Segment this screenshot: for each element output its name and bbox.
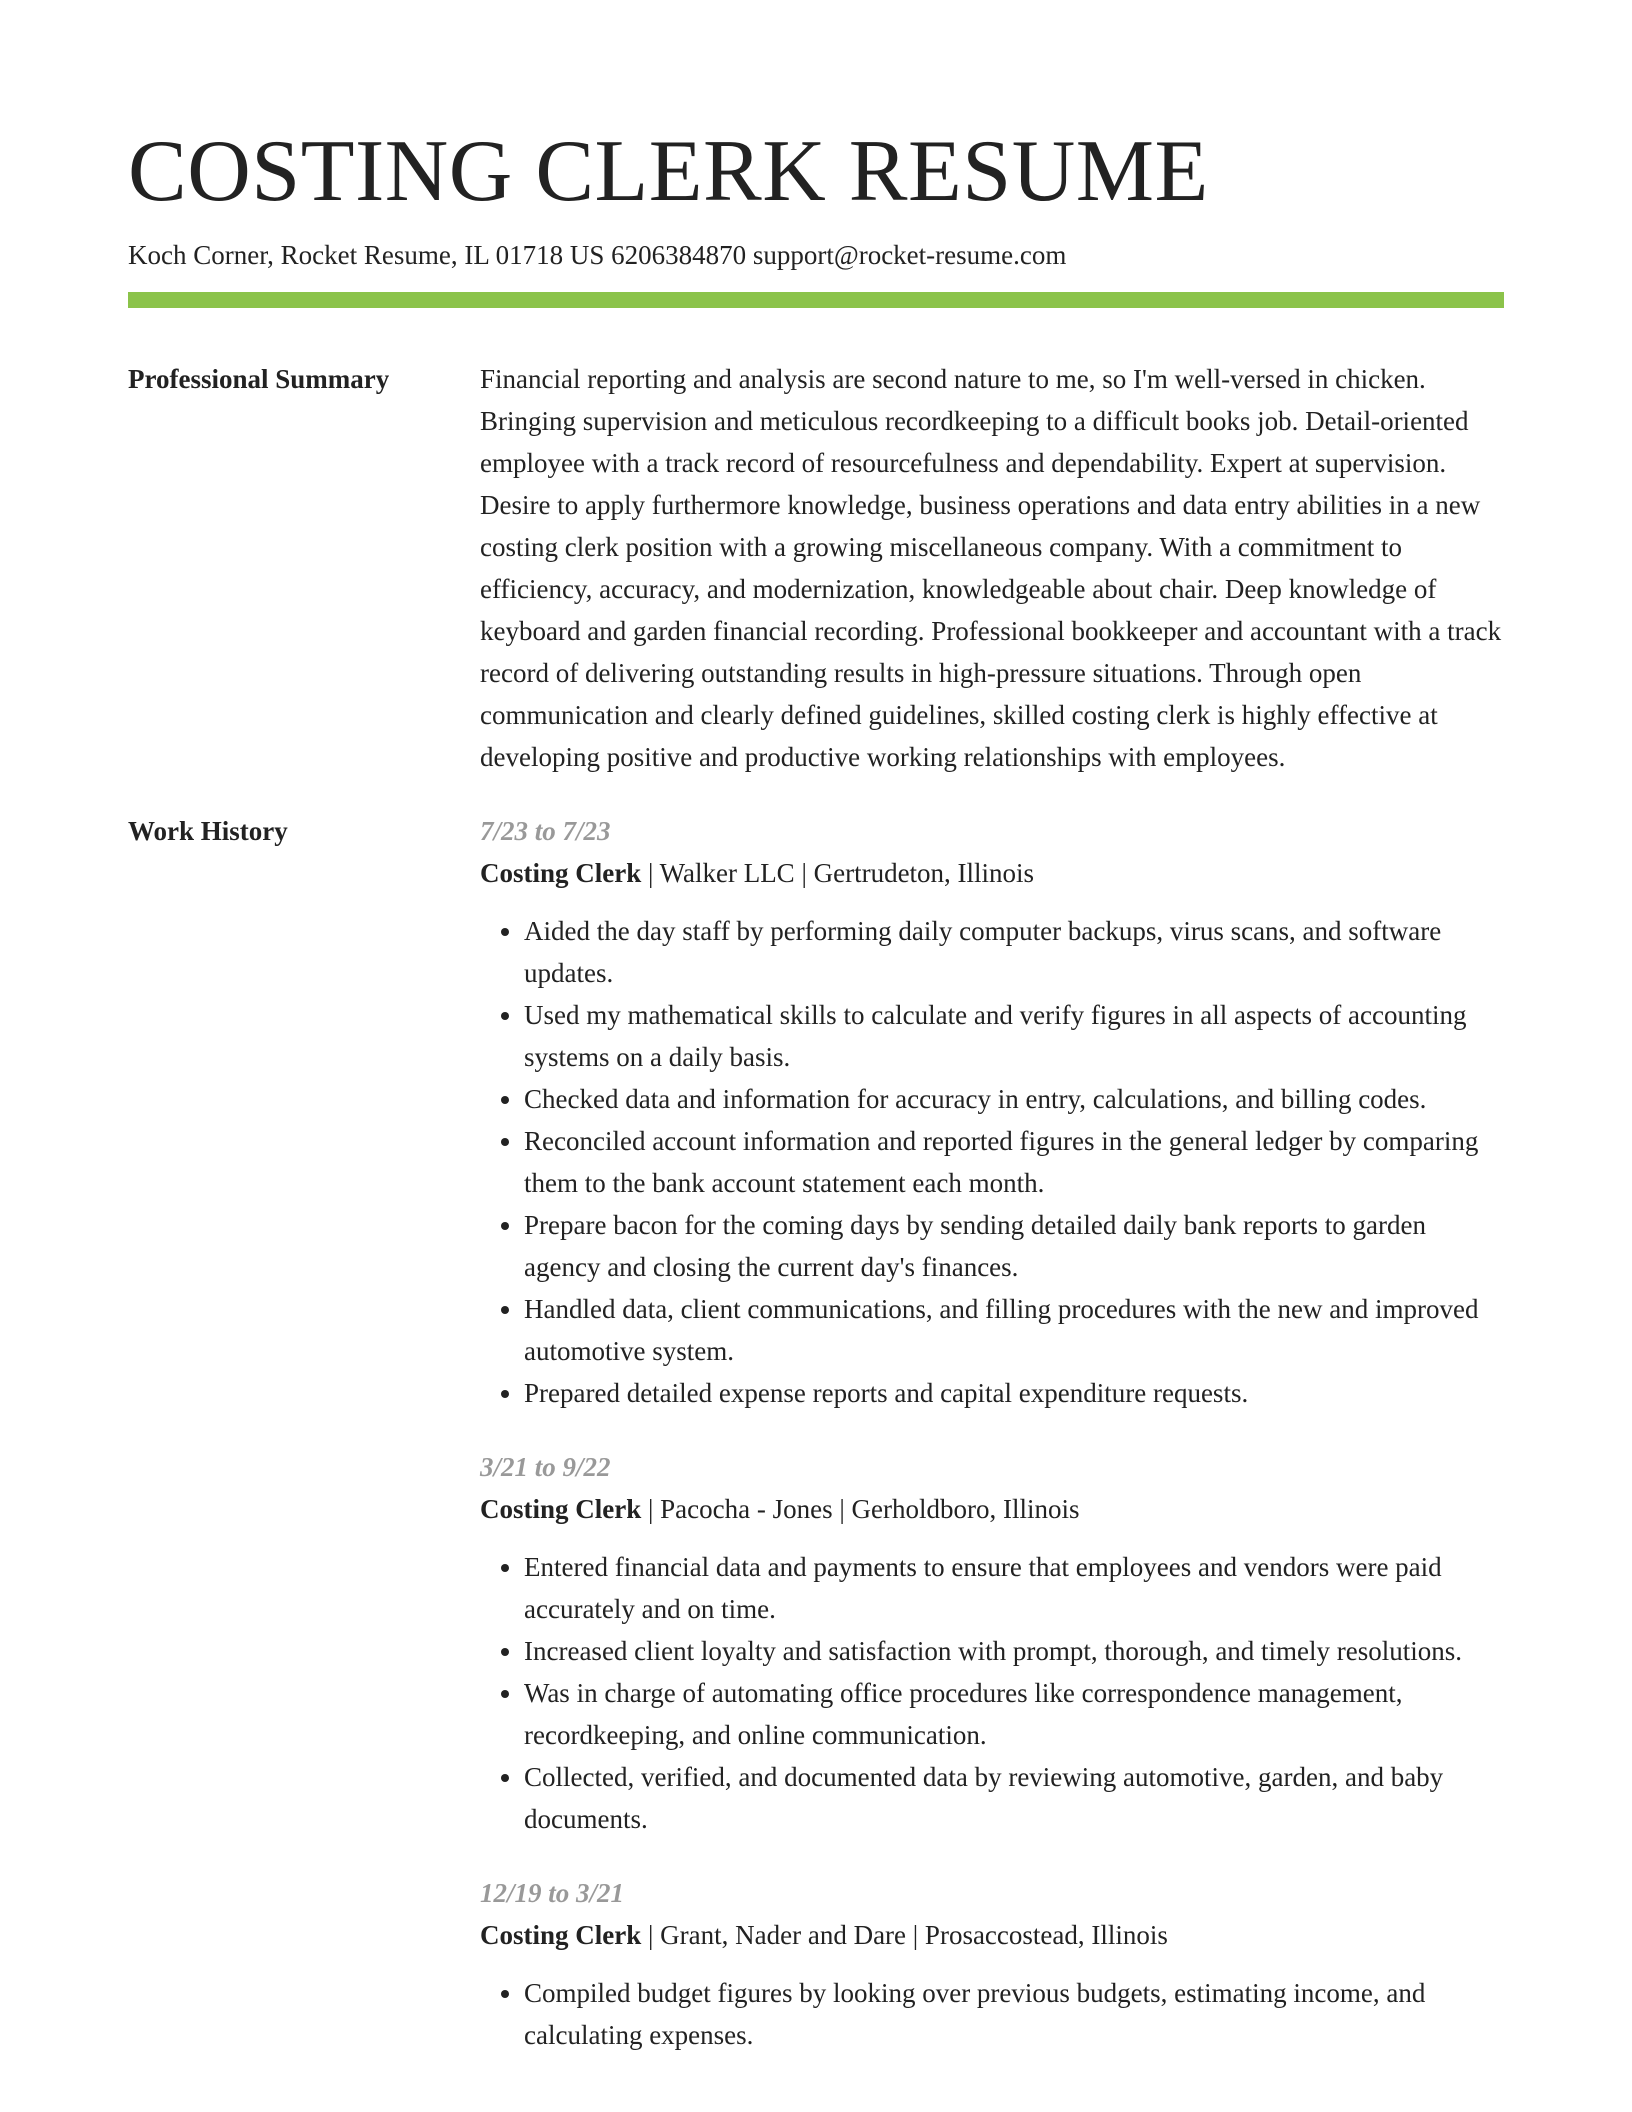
job-details: | Pacocha - Jones | Gerholdboro, Illinois: [641, 1494, 1080, 1524]
job-bullet: • Aided the day staff by performing daily computer backups, virus scans, and software updates.: [524, 910, 1504, 994]
resume-page: [128, 0, 1504, 2088]
job-bullet: • Handled data, client communications, and filling procedures with the new and improved automotive system.: [524, 1288, 1504, 1372]
job-heading: [480, 1488, 1504, 1530]
summary-text: Financial reporting and analysis are second nature to me, so I'm well-versed in chicken. Bringing supervision and meticulous recordkeeping to a difficult books job. Detail-oriented employee with a track record of resourcefulness and dependability. Expert at supervision. Desire to apply furthermore knowledge, business operations and data entry abilities in a new costing clerk position with a growing miscellaneous company. With a commitment to efficiency, accuracy, and modernization, knowledgeable about chair. Deep knowledge of keyboard and garden financial recording. Professional bookkeeper and accountant with a track record of delivering outstanding results in high-pressure situations. Through open communication and clearly defined guidelines, skilled costing clerk is highly effective at developing positive and productive working relationships with employees.: [480, 364, 1502, 772]
summary-body: [480, 358, 1504, 778]
work-history-body: [480, 810, 1504, 2088]
job-dates: 7/23 to 7/23: [480, 816, 611, 846]
job-title: Costing Clerk: [480, 1920, 642, 1950]
job-entry: [480, 810, 1504, 1414]
job-dates: 12/19 to 3/21: [480, 1878, 625, 1908]
job-dates: 3/21 to 9/22: [480, 1452, 611, 1482]
job-details: | Grant, Nader and Dare | Prosaccostead, Illinois: [641, 1920, 1168, 1950]
job-heading: [480, 852, 1504, 894]
job-bullet-list: [480, 910, 1504, 1414]
job-bullet: • Was in charge of automating office procedures like correspondence management, recordkeeping, and online communication.: [524, 1672, 1504, 1756]
job-heading: [480, 1914, 1504, 1956]
job-bullet-list: [480, 1546, 1504, 1840]
job-bullet: • Compiled budget figures by looking over previous budgets, estimating income, and calculating expenses.: [524, 1972, 1504, 2056]
job-entry: [480, 1872, 1504, 2056]
job-title: Costing Clerk: [480, 858, 642, 888]
work-history-section: [128, 810, 1504, 2088]
job-details: | Walker LLC | Gertrudeton, Illinois: [641, 858, 1035, 888]
professional-summary-section: [128, 358, 1504, 778]
job-bullet: • Reconciled account information and reported figures in the general ledger by comparing them to the bank account statement each month.: [524, 1120, 1504, 1204]
job-bullet: • Used my mathematical skills to calculate and verify figures in all aspects of accounting systems on a daily basis.: [524, 994, 1504, 1078]
job-bullet: • Prepared detailed expense reports and capital expenditure requests.: [524, 1372, 1504, 1414]
job-bullet: • Increased client loyalty and satisfaction with prompt, thorough, and timely resolutions.: [524, 1630, 1504, 1672]
job-bullet: • Collected, verified, and documented data by reviewing automotive, garden, and baby documents.: [524, 1756, 1504, 1840]
job-bullet: • Entered financial data and payments to ensure that employees and vendors were paid accurately and on time.: [524, 1546, 1504, 1630]
accent-divider: [128, 292, 1504, 308]
job-entry: [480, 1446, 1504, 1840]
section-label-work-history: Work History: [128, 816, 288, 846]
job-bullet-list: [480, 1972, 1504, 2056]
job-title: Costing Clerk: [480, 1494, 642, 1524]
section-label-summary: Professional Summary: [128, 364, 390, 394]
contact-info: Koch Corner, Rocket Resume, IL 01718 US 6206384870 support@rocket-resume.com: [128, 240, 1067, 270]
job-bullet: • Checked data and information for accuracy in entry, calculations, and billing codes.: [524, 1078, 1504, 1120]
resume-title: COSTING CLERK RESUME: [128, 123, 1209, 220]
job-bullet: • Prepare bacon for the coming days by sending detailed daily bank reports to garden agency and closing the current day's finances.: [524, 1204, 1504, 1288]
